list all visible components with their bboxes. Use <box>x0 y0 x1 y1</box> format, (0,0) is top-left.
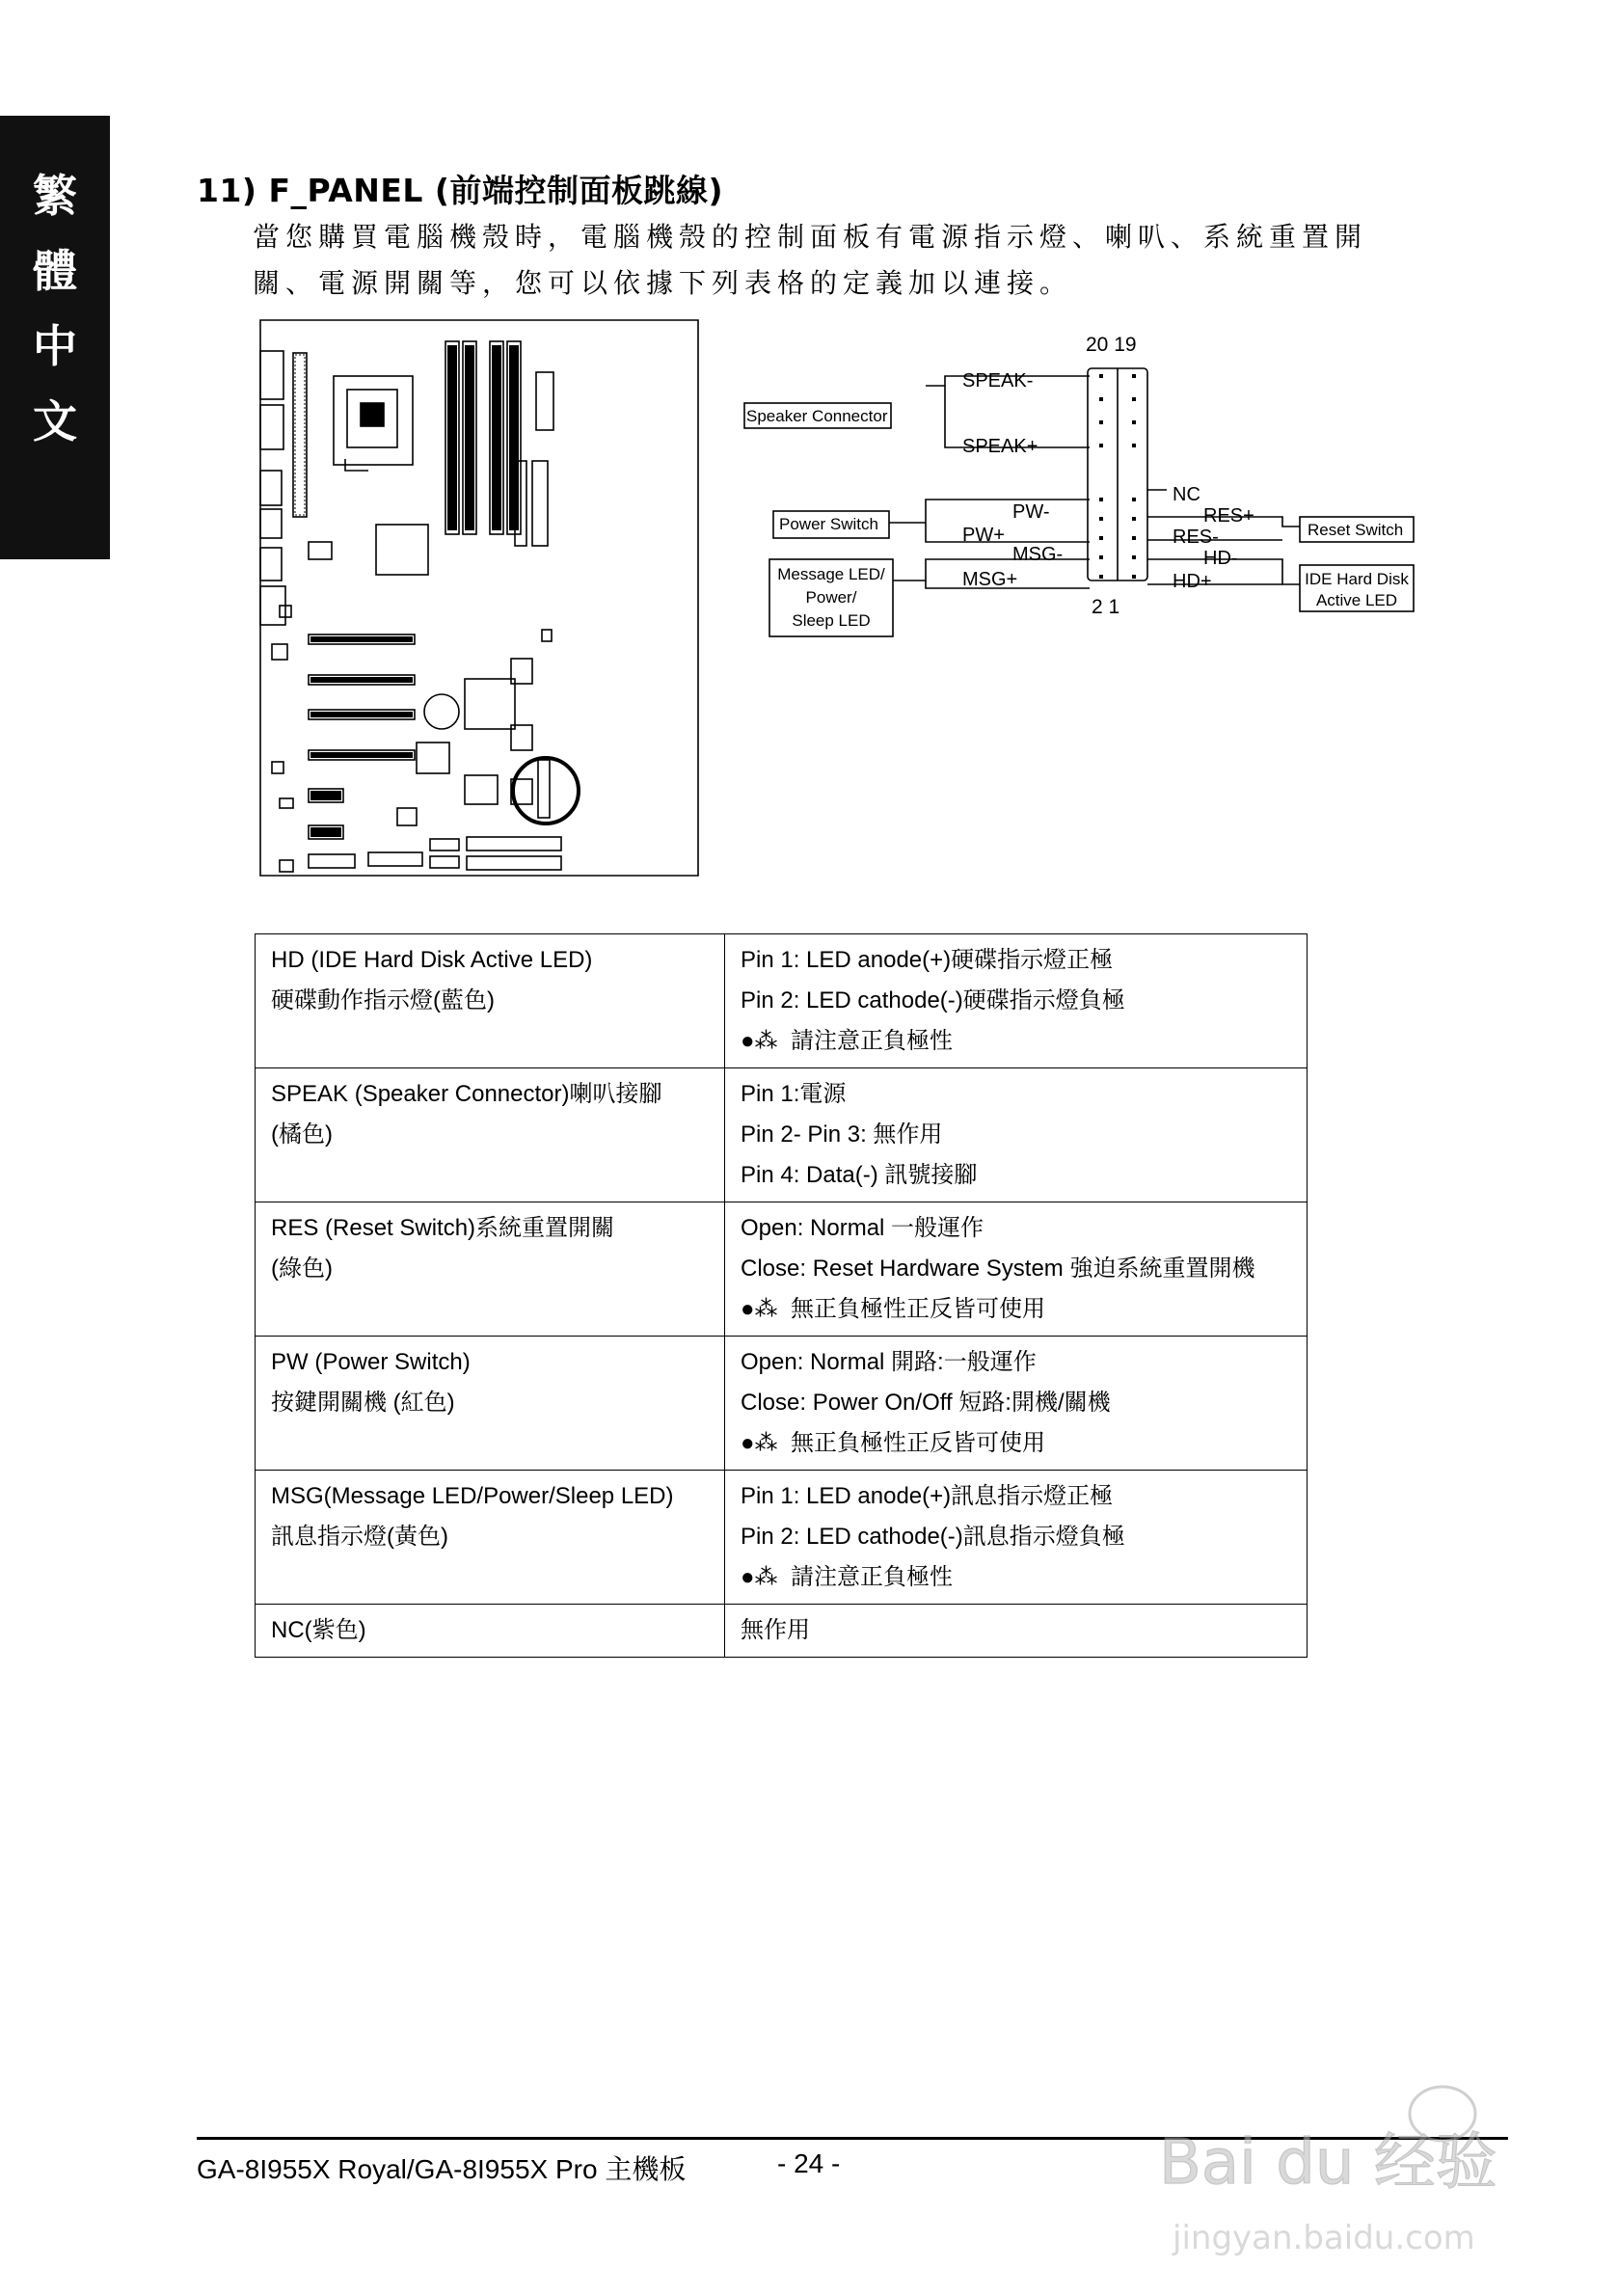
table-cell-connector <box>256 1337 725 1471</box>
speak-plus-label: SPEAK+ <box>962 436 1038 457</box>
note-text: 無正負極性正反皆可使用 <box>791 1296 1045 1322</box>
res-plus-label: RES+ <box>1203 505 1254 527</box>
bomb-icon: ●⁂ <box>741 1430 778 1456</box>
connector-text: RES (Reset Switch)系統重置開關 <box>271 1215 615 1241</box>
message-led-line-3: Sleep LED <box>792 611 871 630</box>
table-row <box>256 1471 1308 1605</box>
note-text: 請注意正負極性 <box>791 1564 953 1590</box>
table-cell-description <box>725 1471 1308 1605</box>
message-led-box <box>769 563 893 633</box>
speak-minus-label: SPEAK- <box>962 370 1034 392</box>
polarity-note <box>741 1423 1297 1464</box>
nc-label: NC <box>1173 484 1200 505</box>
intro-line-2: 關、電源開關等，您可以依據下列表格的定義加以連接。 <box>253 267 1073 299</box>
pw-minus-label: PW- <box>1012 501 1050 523</box>
connector-text: SPEAK (Speaker Connector)喇叭接腳 <box>271 1081 662 1107</box>
description-text: Pin 2: LED cathode(-)訊息指示燈負極 <box>741 1524 1125 1550</box>
side-tab-char-2: 體 <box>33 245 77 297</box>
message-led-line-2: Power/ <box>805 588 857 607</box>
table-row <box>256 1068 1308 1202</box>
watermark-logo-text: Bai du 经验 <box>1159 2127 1497 2199</box>
table-cell-description <box>725 934 1308 1068</box>
ide-led-box <box>1300 569 1414 611</box>
description-text: Pin 1: LED anode(+)硬碟指示燈正極 <box>741 947 1114 973</box>
table-row <box>256 934 1308 1068</box>
connector-text: 硬碟動作指示燈(藍色) <box>271 987 495 1013</box>
connector-text: 訊息指示燈(黃色) <box>271 1524 448 1550</box>
table-row <box>256 1605 1308 1658</box>
table-cell-description <box>725 1202 1308 1337</box>
side-tab-char-3: 中 <box>33 320 77 372</box>
connector-text: PW (Power Switch) <box>271 1349 471 1375</box>
msg-plus-label: MSG+ <box>962 569 1018 590</box>
watermark-url-text: jingyan.baidu.com <box>1173 2219 1475 2257</box>
section-title: 11) F_PANEL (前端控制面板跳線) <box>197 172 724 209</box>
bomb-icon: ●⁂ <box>741 1296 778 1322</box>
pin-bottom-label: 2 1 <box>1092 596 1120 618</box>
connector-text: MSG(Message LED/Power/Sleep LED) <box>271 1483 674 1509</box>
side-tab-char-1: 繁 <box>33 170 77 222</box>
description-text: Pin 1:電源 <box>741 1081 847 1107</box>
description-text: Close: Reset Hardware System 強迫系統重置開機 <box>741 1256 1255 1282</box>
table-cell-description <box>725 1068 1308 1202</box>
table-cell-connector <box>256 1605 725 1658</box>
connector-text: (綠色) <box>271 1256 333 1282</box>
pin-top-label: 20 19 <box>1086 334 1137 356</box>
motherboard-diagram <box>253 316 706 880</box>
description-text: Close: Power On/Off 短路:開機/關機 <box>741 1390 1111 1416</box>
table-cell-connector <box>256 1471 725 1605</box>
table-row <box>256 1202 1308 1337</box>
power-switch-box: Power Switch <box>779 515 878 533</box>
table-row <box>256 1337 1308 1471</box>
connector-text: HD (IDE Hard Disk Active LED) <box>271 947 593 973</box>
polarity-note <box>741 1557 1297 1598</box>
ide-led-line-1: IDE Hard Disk <box>1305 570 1409 588</box>
pw-plus-label: PW+ <box>962 525 1005 546</box>
description-text: Open: Normal 一般運作 <box>741 1215 984 1241</box>
note-text: 無正負極性正反皆可使用 <box>791 1430 1045 1456</box>
table-cell-connector <box>256 1202 725 1337</box>
message-led-line-1: Message LED/ <box>777 565 885 583</box>
reset-switch-box: Reset Switch <box>1308 521 1404 539</box>
table-cell-description <box>725 1337 1308 1471</box>
footer-model: GA-8I955X Royal/GA-8I955X Pro 主機板 <box>197 2154 687 2184</box>
language-side-tab <box>0 116 110 559</box>
table-cell-connector <box>256 934 725 1068</box>
intro-line-1: 當您購買電腦機殼時，電腦機殼的控制面板有電源指示燈、喇叭、系統重置開 <box>253 221 1368 253</box>
baidu-watermark <box>1153 2075 1539 2268</box>
description-text: Open: Normal 開路:一般運作 <box>741 1349 1037 1375</box>
side-tab-char-4: 文 <box>33 395 77 447</box>
bomb-icon: ●⁂ <box>741 1564 778 1590</box>
description-text: Pin 1: LED anode(+)訊息指示燈正極 <box>741 1483 1114 1509</box>
hd-plus-label: HD+ <box>1173 571 1212 592</box>
f-panel-pinout-diagram <box>742 328 1437 656</box>
intro-paragraph <box>253 214 1429 307</box>
description-text: Pin 4: Data(-) 訊號接腳 <box>741 1162 978 1188</box>
res-minus-label: RES- <box>1173 527 1219 548</box>
polarity-note <box>741 1021 1297 1062</box>
bomb-icon: ●⁂ <box>741 1028 778 1054</box>
description-text: 無作用 <box>741 1617 810 1643</box>
connector-text: 按鍵開關機 (紅色) <box>271 1390 455 1416</box>
table-cell-description <box>725 1605 1308 1658</box>
description-text: Pin 2- Pin 3: 無作用 <box>741 1121 943 1148</box>
description-text: Pin 2: LED cathode(-)硬碟指示燈負極 <box>741 987 1125 1013</box>
msg-minus-label: MSG- <box>1012 544 1064 565</box>
connector-text: (橘色) <box>271 1121 333 1148</box>
note-text: 請注意正負極性 <box>791 1028 953 1054</box>
ide-led-line-2: Active LED <box>1315 591 1398 609</box>
hd-minus-label: HD- <box>1203 548 1238 569</box>
speaker-connector-box: Speaker Connector <box>746 407 888 425</box>
table-cell-connector <box>256 1068 725 1202</box>
polarity-note <box>741 1289 1297 1330</box>
f-panel-definition-table <box>255 933 1308 1658</box>
connector-text: NC(紫色) <box>271 1617 366 1643</box>
footer-page-number: - 24 - <box>777 2148 841 2178</box>
